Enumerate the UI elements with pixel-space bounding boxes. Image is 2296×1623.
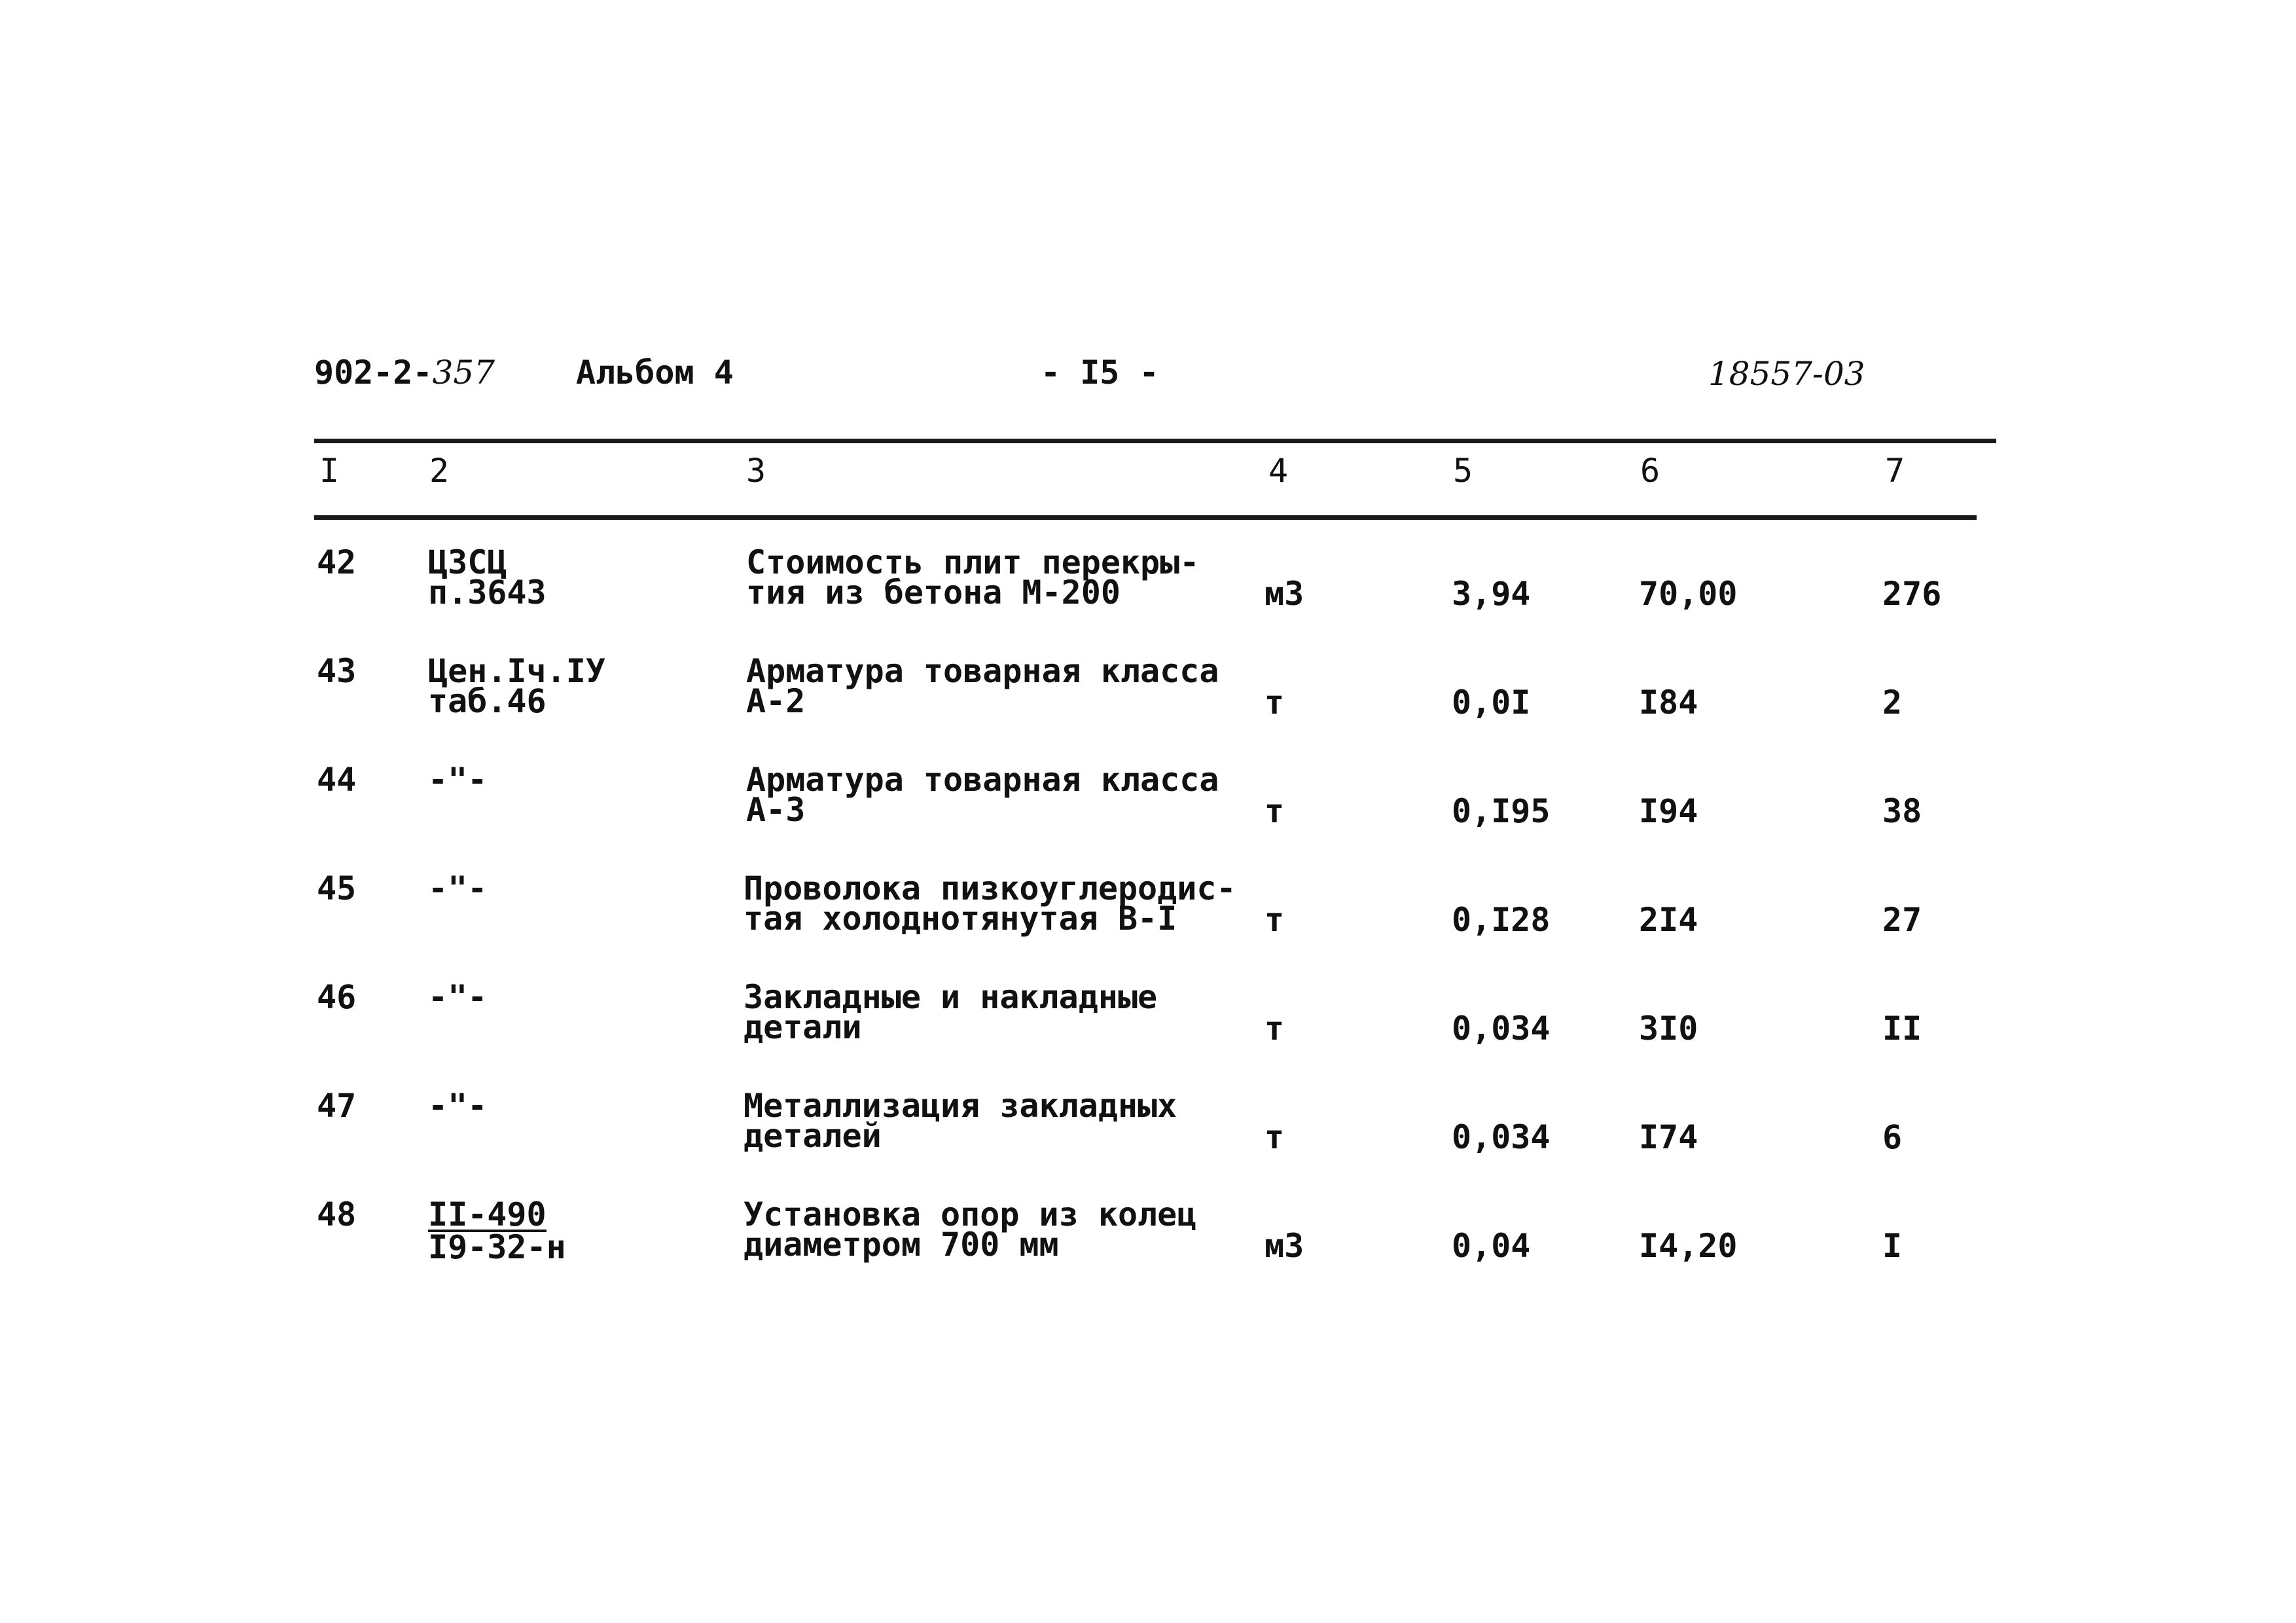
unit: т bbox=[1265, 1118, 1285, 1156]
total-cost: II bbox=[1882, 1010, 1922, 1048]
column-header-5: 5 bbox=[1453, 452, 1473, 490]
column-header-7: 7 bbox=[1885, 452, 1905, 490]
price-reference: Цен.Iч.IУ таб.46 bbox=[428, 652, 605, 720]
item-name: Металлизация закладных деталей bbox=[744, 1087, 1177, 1155]
price-reference-numerator: II-490 bbox=[428, 1195, 547, 1233]
table-header-rule bbox=[314, 515, 1977, 520]
total-cost: 276 bbox=[1882, 575, 1942, 613]
column-header-6: 6 bbox=[1640, 452, 1660, 490]
unit: т bbox=[1265, 901, 1285, 939]
item-name: Закладные и накладные детали bbox=[744, 978, 1158, 1046]
row-number: 43 bbox=[317, 652, 357, 690]
price-reference: -"- bbox=[428, 978, 488, 1016]
total-cost: 38 bbox=[1882, 792, 1922, 830]
column-header-4: 4 bbox=[1268, 452, 1289, 490]
row-number: 45 bbox=[317, 869, 357, 907]
unit: т bbox=[1265, 684, 1285, 721]
row-number: 46 bbox=[317, 978, 357, 1016]
price-reference: ЦЗСЦ п.3643 bbox=[428, 543, 547, 611]
item-name: Проволока пизкоуглеродис- тая холоднотянутая В-I bbox=[744, 869, 1236, 938]
total-cost: 6 bbox=[1882, 1118, 1903, 1156]
unit-price: I84 bbox=[1639, 684, 1698, 721]
unit: т bbox=[1265, 1010, 1285, 1048]
price-reference: -"- bbox=[428, 761, 488, 799]
item-name: Арматура товарная класса А-2 bbox=[746, 652, 1219, 720]
unit: т bbox=[1265, 792, 1285, 830]
unit: м3 bbox=[1265, 575, 1304, 613]
price-reference: -"- bbox=[428, 1087, 488, 1125]
album-label: Альбом 4 bbox=[576, 354, 734, 392]
page-number: - I5 - bbox=[1041, 354, 1159, 392]
item-name: Стоимость плит перекры- тия из бетона М-200 bbox=[746, 543, 1200, 611]
price-reference bbox=[428, 1195, 566, 1266]
column-header-1: I bbox=[319, 452, 340, 490]
table-top-rule bbox=[314, 439, 1996, 443]
row-number: 44 bbox=[317, 761, 357, 799]
column-header-3: 3 bbox=[746, 452, 766, 490]
handwritten-code: 18557-03 bbox=[1708, 355, 1865, 393]
document-code bbox=[314, 354, 495, 392]
price-reference: -"- bbox=[428, 869, 488, 907]
quantity: 0,04 bbox=[1452, 1227, 1531, 1265]
unit-price: I4,20 bbox=[1639, 1227, 1738, 1265]
row-number: 42 bbox=[317, 543, 357, 581]
row-number: 47 bbox=[317, 1087, 357, 1125]
document-code-prefix: 902-2- bbox=[314, 354, 433, 392]
price-reference-denominator: I9-32-н bbox=[428, 1228, 566, 1266]
unit-price: 70,00 bbox=[1639, 575, 1738, 613]
item-name: Арматура товарная класса А-3 bbox=[746, 761, 1219, 829]
unit-price: I94 bbox=[1639, 792, 1698, 830]
quantity: 0,034 bbox=[1452, 1118, 1551, 1156]
quantity: 0,034 bbox=[1452, 1010, 1551, 1048]
document-code-handwritten: 357 bbox=[432, 354, 495, 392]
quantity: 0,0I bbox=[1452, 684, 1531, 721]
unit: м3 bbox=[1265, 1227, 1304, 1265]
unit-price: I74 bbox=[1639, 1118, 1698, 1156]
unit-price: 3I0 bbox=[1639, 1010, 1698, 1048]
total-cost: 27 bbox=[1882, 901, 1922, 939]
item-name: Установка опор из колец диаметром 700 мм bbox=[744, 1195, 1197, 1264]
quantity: 0,I28 bbox=[1452, 901, 1551, 939]
quantity: 3,94 bbox=[1452, 575, 1531, 613]
unit-price: 2I4 bbox=[1639, 901, 1698, 939]
quantity: 0,I95 bbox=[1452, 792, 1551, 830]
total-cost: I bbox=[1882, 1227, 1903, 1265]
row-number: 48 bbox=[317, 1195, 357, 1233]
column-header-2: 2 bbox=[429, 452, 450, 490]
total-cost: 2 bbox=[1882, 684, 1903, 721]
